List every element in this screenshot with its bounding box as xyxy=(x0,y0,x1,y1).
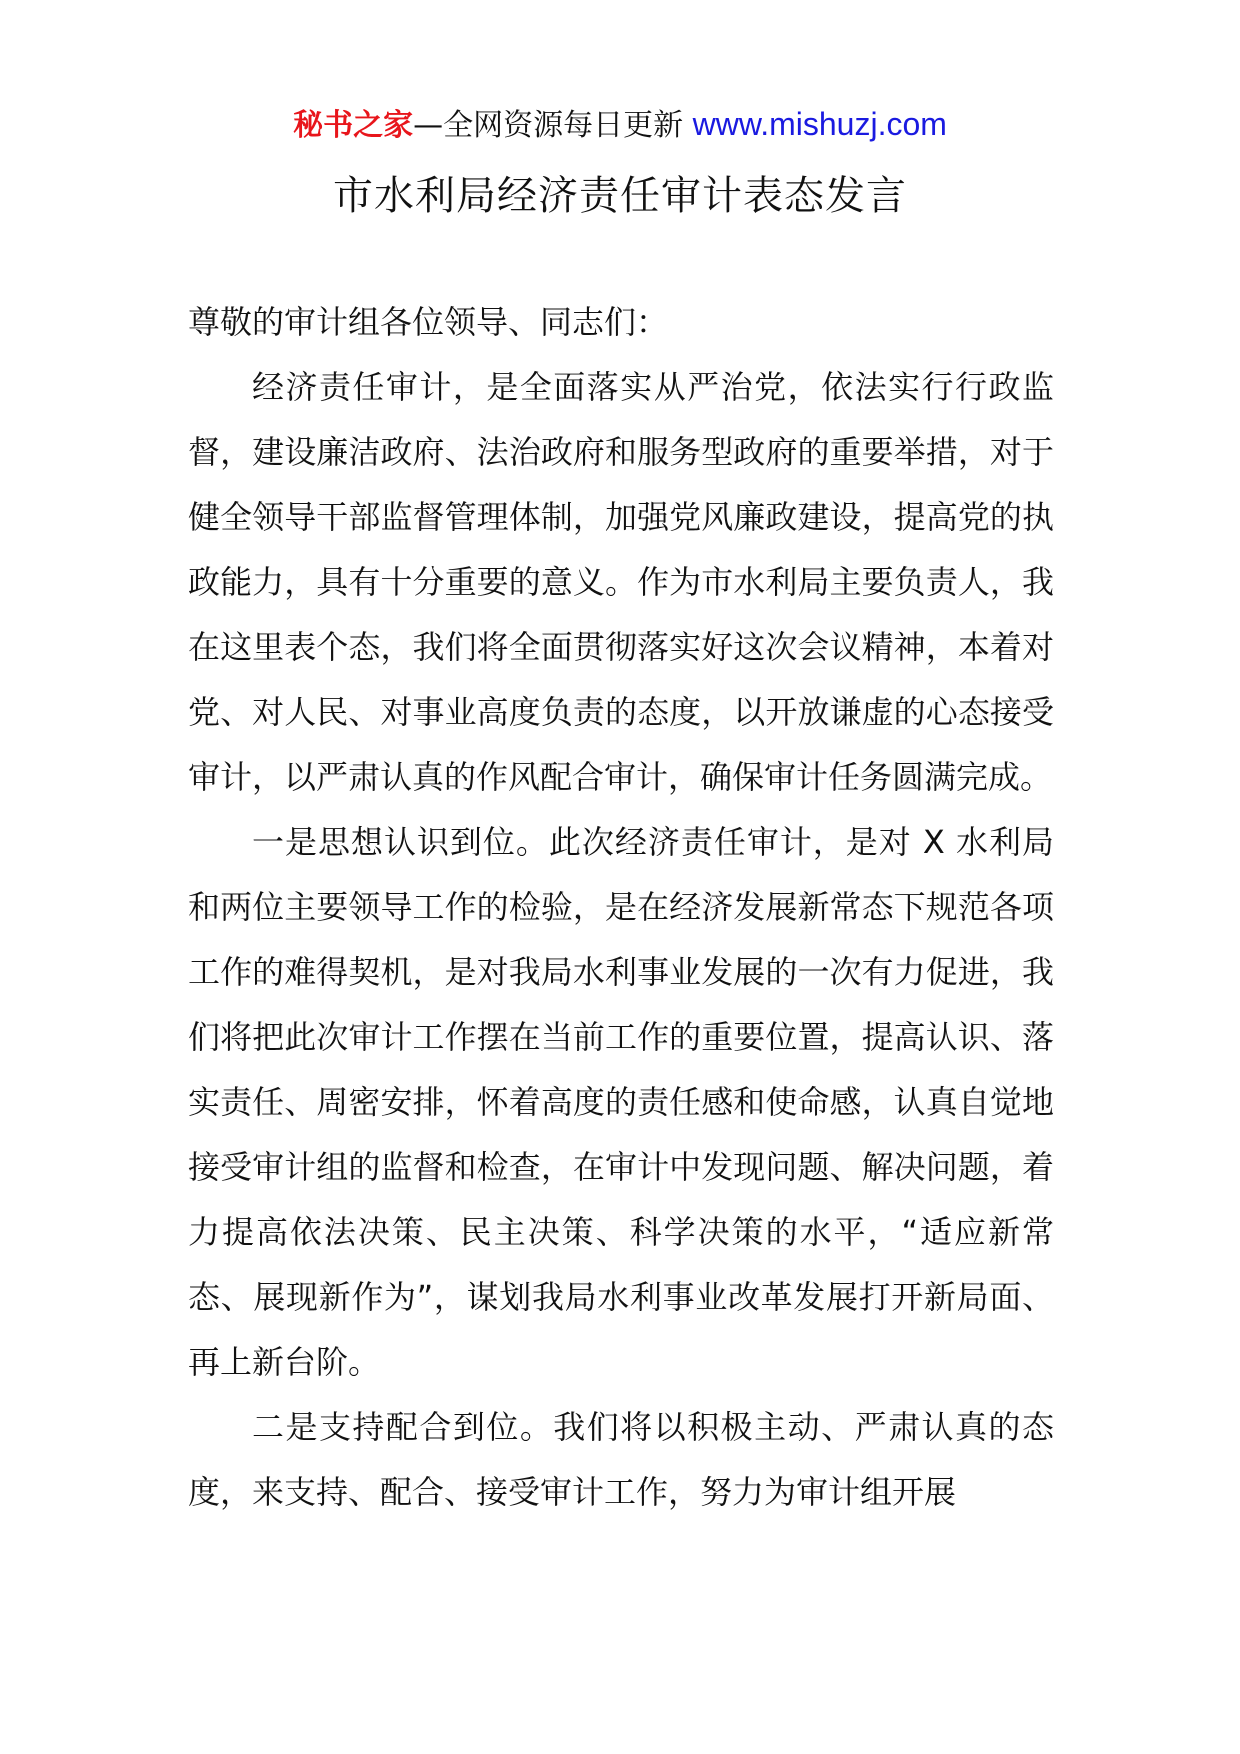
paragraph-point-two: 二是支持配合到位。我们将以积极主动、严肃认真的态度，来支持、配合、接受审计工作，努力为审计组开展 xyxy=(188,1408,1054,1511)
header-slogan: —全网资源每日更新 xyxy=(413,108,693,143)
document-title: 市水利局经济责任审计表态发言 xyxy=(333,173,907,219)
salutation: 尊敬的审计组各位领导、同志们： xyxy=(188,303,669,341)
page-header xyxy=(0,104,1240,146)
document-body xyxy=(188,290,1054,1525)
paragraph-intro: 经济责任审计，是全面落实从严治党，依法实行行政监督，建设廉洁政府、法治政府和服务型政府的重要举措，对于健全领导干部监督管理体制，加强党风廉政建设，提高党的执政能力，具有十分重要的意义。作为市水利局主要负责人，我在这里表个态，我们将全面贯彻落实好这次会议精神，本着对党、对人民、对事业高度负责的态度，以开放谦虚的心态接受审计，以严肃认真的作风配合审计，确保审计任务圆满完成。 xyxy=(188,368,1054,796)
site-url-link[interactable]: www.mishuzj.com xyxy=(692,106,947,142)
paragraph-point-one: 一是思想认识到位。此次经济责任审计，是对 X 水利局和两位主要领导工作的检验，是在经济发展新常态下规范各项工作的难得契机，是对我局水利事业发展的一次有力促进，我们将把此次审计工作摆在当前工作的重要位置，提高认识、落实责任、周密安排，怀着高度的责任感和使命感，认真自觉地接受审计组的监督和检查，在审计中发现问题、解决问题，着力提高依法决策、民主决策、科学决策的水平，“适应新常态、展现新作为”，谋划我局水利事业改革发展打开新局面、再上新台阶。 xyxy=(188,823,1054,1381)
brand-name: 秘书之家 xyxy=(293,108,414,143)
